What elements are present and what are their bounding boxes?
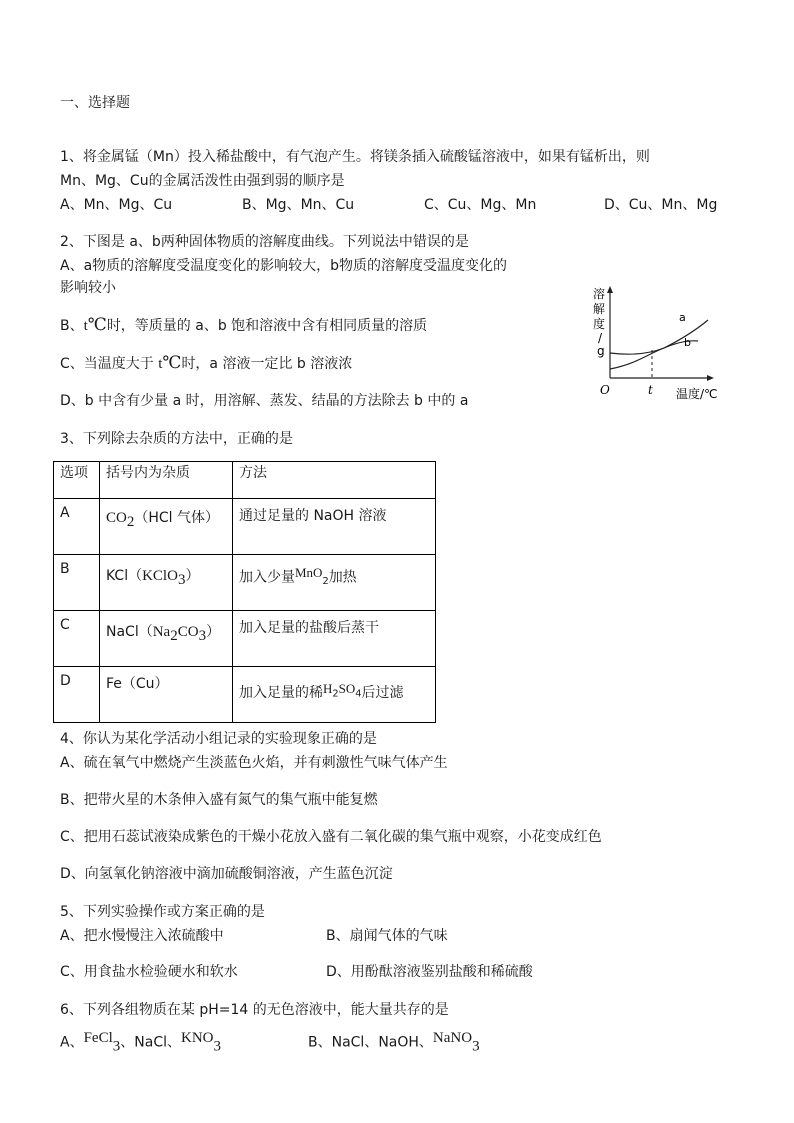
section-title: 一、选择题 — [60, 95, 130, 111]
row-method: 加入足量的盐酸后蒸干 — [233, 611, 436, 667]
q4-option-d: D、向氢氧化钠溶液中滴加硫酸铜溶液，产生蓝色沉淀 — [60, 866, 393, 882]
row-item: $CO_2(HCl$ 气体） — [100, 499, 233, 555]
q4-stem: 4、你认为某化学活动小组记录的实验现象正确的是 — [60, 731, 377, 747]
ylabel-char-4: / — [598, 331, 603, 345]
ylabel-char-2: 解 — [593, 302, 606, 316]
row-item: $NaCl(Na_2CO_3)$ — [100, 611, 233, 667]
row-option: C — [54, 611, 100, 667]
q1-option-b: B、Mg、Mn、Cu — [242, 197, 355, 213]
row-method: 通过足量的 NaOH 溶液 — [233, 499, 436, 555]
q2-option-d: D、b 中含有少量 a 时，用溶解、蒸发、结晶的方法除去 b 中的 a — [60, 393, 469, 409]
q1-stem-line1: 1、将金属锰（Mn）投入稀盐酸中，有气泡产生。将镁条插入硫酸锰溶液中，如果有锰析出，则 — [60, 149, 650, 165]
table-row — [54, 555, 436, 611]
table-row — [54, 667, 436, 723]
q2-option-a-line2: 影响较小 — [60, 280, 116, 296]
row-item: Fe（Cu） — [100, 667, 233, 723]
table-header-row — [54, 462, 436, 499]
row-option: B — [54, 555, 100, 611]
header-method: 方法 — [233, 462, 436, 499]
table-row — [54, 611, 436, 667]
y-axis-arrow — [607, 286, 613, 293]
q1-option-c: C、Cu、Mg、Mn — [424, 197, 537, 213]
row-method: 加入少量MnO$_2$加热 — [233, 555, 436, 611]
header-option: 选项 — [54, 462, 100, 499]
t-label: t — [648, 383, 653, 397]
header-impurity: 括号内为杂质 — [100, 462, 233, 499]
row-item: KCl（KClO$_3$） — [100, 555, 233, 611]
q5-option-a: A、把水慢慢注入浓硫酸中 — [60, 928, 224, 944]
q3-stem: 3、下列除去杂质的方法中，正确的是 — [60, 431, 293, 447]
impurity-table — [53, 461, 436, 723]
row-option: D — [54, 667, 100, 723]
q4-option-b: B、把带火星的木条伸入盛有氮气的集气瓶中能复燃 — [60, 792, 378, 808]
ylabel-char-1: 溶 — [593, 287, 606, 301]
q4-option-a: A、硫在氧气中燃烧产生淡蓝色火焰，并有刺激性气味气体产生 — [60, 755, 448, 771]
q1-stem-line2: Mn、Mg、Cu的金属活泼性由强到弱的顺序是 — [60, 173, 345, 189]
q6-option-a: A、FeCl$_3$、NaCl、$KNO_3$ — [60, 1030, 221, 1055]
q5-option-d: D、用酚酞溶液鉴别盐酸和稀硫酸 — [326, 964, 533, 980]
curve-a — [610, 320, 708, 369]
table-row — [54, 499, 436, 555]
ylabel-char-5: g — [597, 344, 605, 358]
q2-option-b: B、t℃时，等质量的 a、b 饱和溶液中含有相同质量的溶质 — [60, 315, 428, 334]
q2-stem: 2、下图是 a、b两种固体物质的溶解度曲线。下列说法中错误的是 — [60, 234, 469, 250]
origin-label: O — [600, 383, 610, 397]
x-axis-arrow — [707, 375, 714, 381]
q5-option-b: B、扇闻气体的气味 — [326, 928, 448, 944]
q2-option-c: C、当温度大于 t℃时，a 溶液一定比 b 溶液浓 — [60, 353, 353, 372]
curve-a-label: a — [679, 311, 686, 324]
q1-option-a: A、Mn、Mg、Cu — [60, 197, 173, 213]
q5-stem: 5、下列实验操作或方案正确的是 — [60, 904, 265, 920]
row-option: A — [54, 499, 100, 555]
q5-option-c: C、用食盐水检验硬水和软水 — [60, 964, 238, 980]
q2-option-a-line1: A、a物质的溶解度受温度变化的影响较大，b物质的溶解度受温度变化的 — [60, 258, 508, 274]
xlabel: 温度/℃ — [676, 387, 718, 401]
ylabel-char-3: 度 — [593, 317, 606, 331]
q6-option-b: B、NaCl、NaOH、NaNO$_3$ — [308, 1030, 480, 1055]
curve-b-label: b — [684, 336, 691, 349]
q6-stem: 6、下列各组物质在某 pH=14 的无色溶液中，能大量共存的是 — [60, 1002, 449, 1018]
row-method: 加入足量的稀$H_2SO_4$后过滤 — [233, 667, 436, 723]
solubility-curve-figure — [586, 284, 756, 404]
q1-option-d: D、Cu、Mn、Mg — [604, 197, 718, 213]
q4-option-c: C、把用石蕊试液染成紫色的干燥小花放入盛有二氧化碳的集气瓶中观察，小花变成红色 — [60, 829, 602, 845]
